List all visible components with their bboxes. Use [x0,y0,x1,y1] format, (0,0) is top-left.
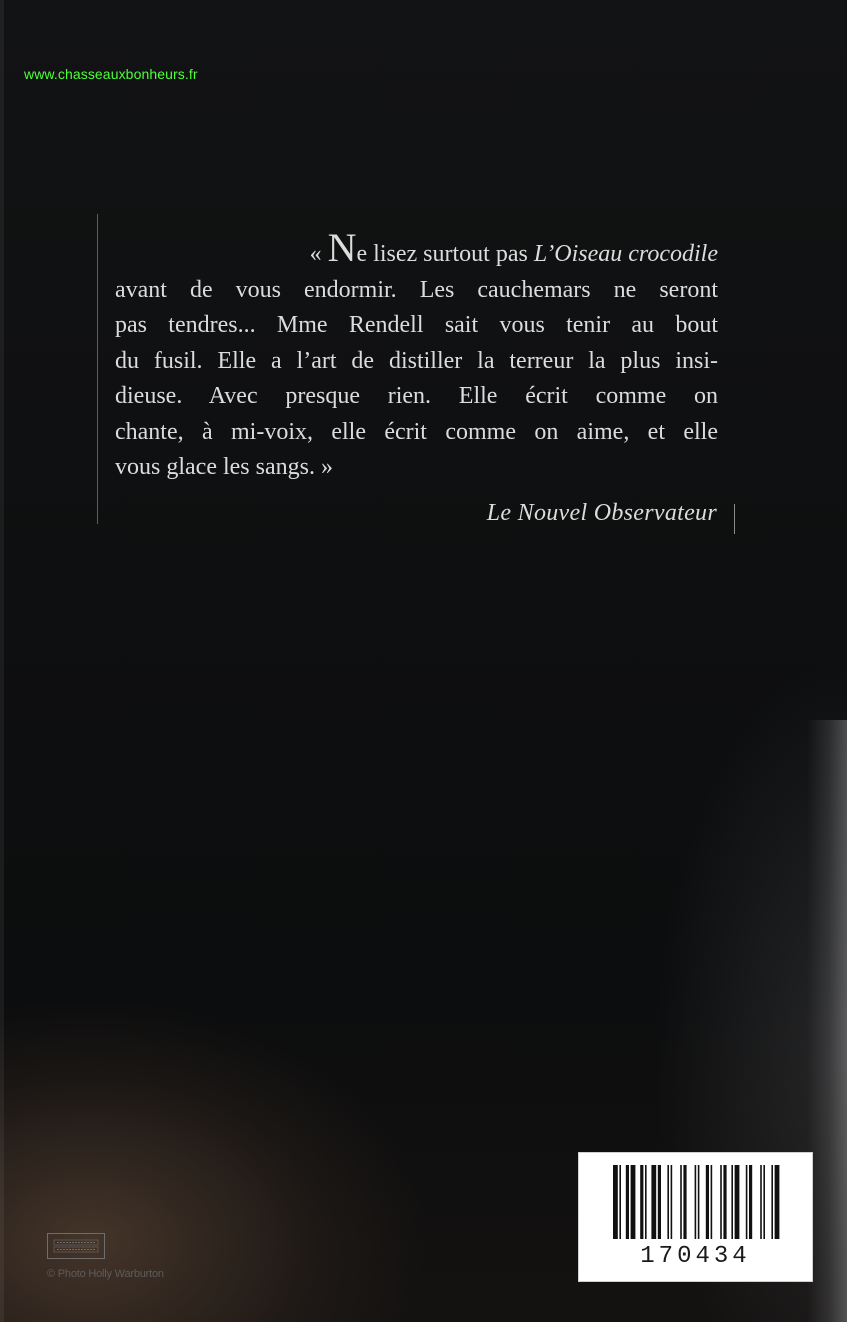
barcode-bar [760,1165,762,1239]
photo-credit: © Photo Holly Warburton [47,1268,164,1280]
barcode-bar [626,1165,629,1239]
barcode-bar [680,1165,682,1239]
barcode-bar [613,1165,618,1239]
barcode-bars [613,1165,781,1239]
quote-line: chante, à mi-voix, elle écrit comme on aime, et elle [115,418,718,445]
publisher-logo-icon [47,1233,105,1259]
book-title: L’Oiseau crocodile [533,241,718,267]
quote-line-first [115,225,718,273]
quote-line: du fusil. Elle a l’art de distiller la terreur la plus insi- [115,347,718,374]
quote-line-first-text: e lisez surtout pas [356,241,534,267]
review-quote-block [97,214,735,524]
barcode-bar [720,1165,722,1239]
barcode-number: 170434 [640,1243,751,1270]
site-watermark-link[interactable]: www.chasseauxbonheurs.fr [24,66,198,82]
quote-line-last: vous glace les sangs. » [115,454,333,480]
quote-right-rule [734,504,735,534]
barcode-bar [775,1165,780,1239]
barcode-bar [667,1165,669,1239]
barcode-bar [631,1165,636,1239]
barcode-bar [749,1165,752,1239]
barcode-bar [651,1165,656,1239]
barcode-bar [658,1165,661,1239]
barcode-bar [619,1165,621,1239]
barcode-bar [723,1165,726,1239]
barcode-bar [763,1165,765,1239]
quote-line: dieuse. Avec presque rien. Elle écrit comme on [115,383,718,409]
barcode-bar [771,1165,773,1239]
barcode-bar [731,1165,733,1239]
quote-open-mark: « [309,241,328,267]
cover-right-edge-wear [807,720,847,1322]
barcode-bar [706,1165,709,1239]
quote-left-rule [97,214,98,524]
quote-dropcap: N [327,225,357,270]
barcode-bar [640,1165,643,1239]
barcode-bar [698,1165,700,1239]
quote-attribution: Le Nouvel Observateur [486,500,717,526]
cover-left-edge [0,0,4,1322]
quote-line: pas tendres... Mme Rendell sait vous tenir au bout [115,312,718,338]
barcode-bar [671,1165,673,1239]
barcode-bar [735,1165,740,1239]
barcode-bar [645,1165,647,1239]
publisher-logo-mark [51,1237,101,1255]
barcode-bar [683,1165,686,1239]
review-quote [115,225,718,486]
barcode-label [578,1152,813,1282]
barcode-bar [711,1165,713,1239]
barcode-bar [695,1165,697,1239]
barcode-bar [746,1165,748,1239]
quote-line: avant de vous endormir. Les cauchemars ne seront [115,276,718,303]
